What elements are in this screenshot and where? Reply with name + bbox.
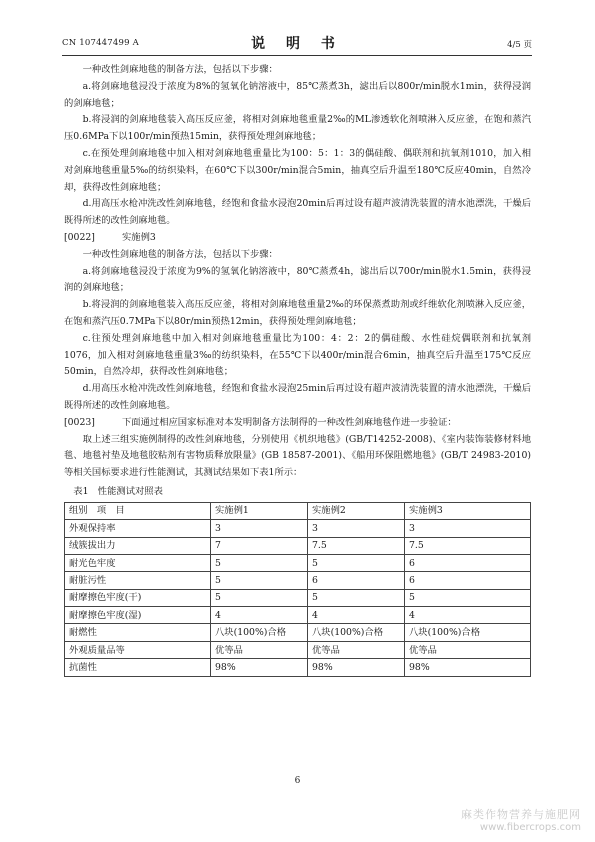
- document-title: 说 明 书: [251, 36, 343, 52]
- paragraph-ref: [0023]: [64, 416, 95, 428]
- table-cell: 外观质量品等: [65, 641, 211, 658]
- table-cell: 5: [211, 589, 308, 606]
- table-cell: 7: [211, 537, 308, 554]
- table-row: [65, 589, 531, 606]
- table-row: [65, 537, 531, 554]
- paragraph: d.用高压水枪冲洗改性剑麻地毯，经饱和食盐水浸泡25min后再过设有超声波清洗装置的清水池漂洗，干燥后既得所述的改性剑麻地毯。: [64, 383, 531, 411]
- table-header-row: [65, 502, 531, 519]
- table-cell: 八块(100%)合格: [211, 624, 308, 641]
- paragraph: b.将浸润的剑麻地毯装入高压反应釜，将相对剑麻地毯重量2‰的环保蒸煮助剂或纤维软化剂喷淋入反应釜，在饱和蒸汽压0.7MPa下以80r/min预热12min，获得预处理剑麻地毯；: [64, 299, 531, 327]
- paragraph: a.将剑麻地毯浸没于浓度为8%的氢氧化钠溶液中，85℃蒸煮3h，滤出后以800r/min脱水1min，获得浸润的剑麻地毯；: [64, 80, 531, 109]
- table-cell: 优等品: [211, 641, 308, 658]
- table-cell: 6: [308, 572, 405, 589]
- paragraph: 一种改性剑麻地毯的制备方法，包括以下步骤：: [82, 248, 278, 260]
- table-cell: 外观保持率: [65, 520, 211, 537]
- table-row: [65, 641, 531, 658]
- table-cell: 耐燃性: [65, 624, 211, 641]
- example-heading: [64, 230, 531, 247]
- table-cell: 98%: [211, 659, 308, 676]
- table-cell: 7.5: [405, 537, 531, 554]
- example-title: 实施例3: [122, 231, 156, 243]
- table-row: [65, 624, 531, 641]
- table-cell: 5: [405, 589, 531, 606]
- table-cell: 5: [211, 554, 308, 571]
- table-cell: 5: [211, 572, 308, 589]
- paragraph: a.将剑麻地毯浸没于浓度为9%的氢氧化钠溶液中，80℃蒸煮4h，滤出后以700r/min脱水1.5min，获得浸润的剑麻地毯；: [64, 265, 531, 294]
- paragraph-text: 下面通过相应国家标准对本发明制备方法制得的一种改性剑麻地毯作进一步验证：: [122, 416, 457, 428]
- watermark-url: www.fibercrops.com: [479, 822, 581, 833]
- table-cell: 98%: [405, 659, 531, 676]
- table-cell: 4: [405, 607, 531, 624]
- paragraph: d.用高压水枪冲洗改性剑麻地毯，经饱和食盐水浸泡20min后再过设有超声波清洗装置的清水池漂洗，干燥后既得所述的改性剑麻地毯。: [64, 198, 531, 227]
- table-cell: 绒簇拔出力: [65, 537, 211, 554]
- table-title: 表1 性能测试对照表: [73, 485, 163, 497]
- table-cell: 优等品: [405, 641, 531, 658]
- table-cell: 98%: [308, 659, 405, 676]
- table-cell: 4: [211, 607, 308, 624]
- page-label: 4/5 页: [507, 40, 532, 50]
- document-body: [64, 62, 531, 677]
- patent-number: CN 107447499 A: [62, 38, 139, 48]
- table-cell: 3: [405, 520, 531, 537]
- table-cell: 抗菌性: [65, 659, 211, 676]
- table-cell: 3: [211, 520, 308, 537]
- table-cell: 5: [308, 589, 405, 606]
- table-cell: 耐脏污性: [65, 572, 211, 589]
- table-row: [65, 554, 531, 571]
- table-header-cell: 实施例2: [308, 502, 405, 519]
- page-header: [62, 33, 532, 53]
- paragraph-0023: [64, 415, 531, 432]
- paragraph: 一种改性剑麻地毯的制备方法，包括以下步骤：: [82, 64, 278, 75]
- table-header-cell: 实施例1: [211, 502, 308, 519]
- table-cell: 八块(100%)合格: [405, 624, 531, 641]
- paragraph: c.在预处理剑麻地毯中加入相对剑麻地毯重量比为100：5：1：3的偶硅酸、偶联剂和抗氧剂1010，加入相对剑麻地毯重量5‰的纺织染料，在60℃下以300r/min混合5min，抽真空后升温至180℃反应40min，自然冷却，获得改性剑麻地毯；: [64, 147, 531, 193]
- table-cell: 6: [405, 572, 531, 589]
- page-number: 6: [294, 776, 301, 786]
- table-row: [65, 659, 531, 676]
- table-cell: 八块(100%)合格: [308, 624, 405, 641]
- watermark-site-name: 麻类作物营养与施肥网: [461, 808, 581, 821]
- table-cell: 优等品: [308, 641, 405, 658]
- watermark: [431, 806, 581, 833]
- paragraph: b.将浸润的剑麻地毯装入高压反应釜，将相对剑麻地毯重量2‰的ML渗透软化剂喷淋入反应釜，在饱和蒸汽压0.6MPa下以100r/min预热15min，获得预处理剑麻地毯；: [64, 114, 531, 143]
- table-cell: 4: [308, 607, 405, 624]
- table-cell: 6: [405, 554, 531, 571]
- performance-table: [64, 502, 531, 677]
- header-divider: [62, 55, 532, 56]
- paragraph: 取上述三组实施例制得的改性剑麻地毯，分别使用《机织地毯》(GB/T14252-2008)、《室内装饰装修材料地毯、地毯衬垫及地毯胶粘剂有害物质释放限量》(GB 18587-2001)、《船用环保阻燃地毯》(GB/T 24983-2010)等相关国标要求进行性能测试，其测试结果如下表1所示：: [64, 433, 531, 479]
- paragraph-ref: [0022]: [64, 231, 95, 243]
- paragraph: c.往预处理剑麻地毯中加入相对剑麻地毯重量比为100：4：2：2的偶硅酸、水性硅烷偶联剂和抗氧剂1076，加入相对剑麻地毯重量3‰的纺织染料，在55℃下以400r/min混合6min，抽真空后升温至175℃反应50min，自然冷却，获得改性剑麻地毯；: [64, 332, 531, 378]
- table-row: [65, 572, 531, 589]
- table-cell: 5: [308, 554, 405, 571]
- table-cell: 耐光色牢度: [65, 554, 211, 571]
- table-header-cell: 组别 项 目: [65, 502, 211, 519]
- table-cell: 耐摩擦色牢度(干): [65, 589, 211, 606]
- table-cell: 3: [308, 520, 405, 537]
- table-cell: 耐摩擦色牢度(湿): [65, 607, 211, 624]
- table-cell: 7.5: [308, 537, 405, 554]
- table-header-cell: 实施例3: [405, 502, 531, 519]
- table-row: [65, 607, 531, 624]
- table-row: [65, 520, 531, 537]
